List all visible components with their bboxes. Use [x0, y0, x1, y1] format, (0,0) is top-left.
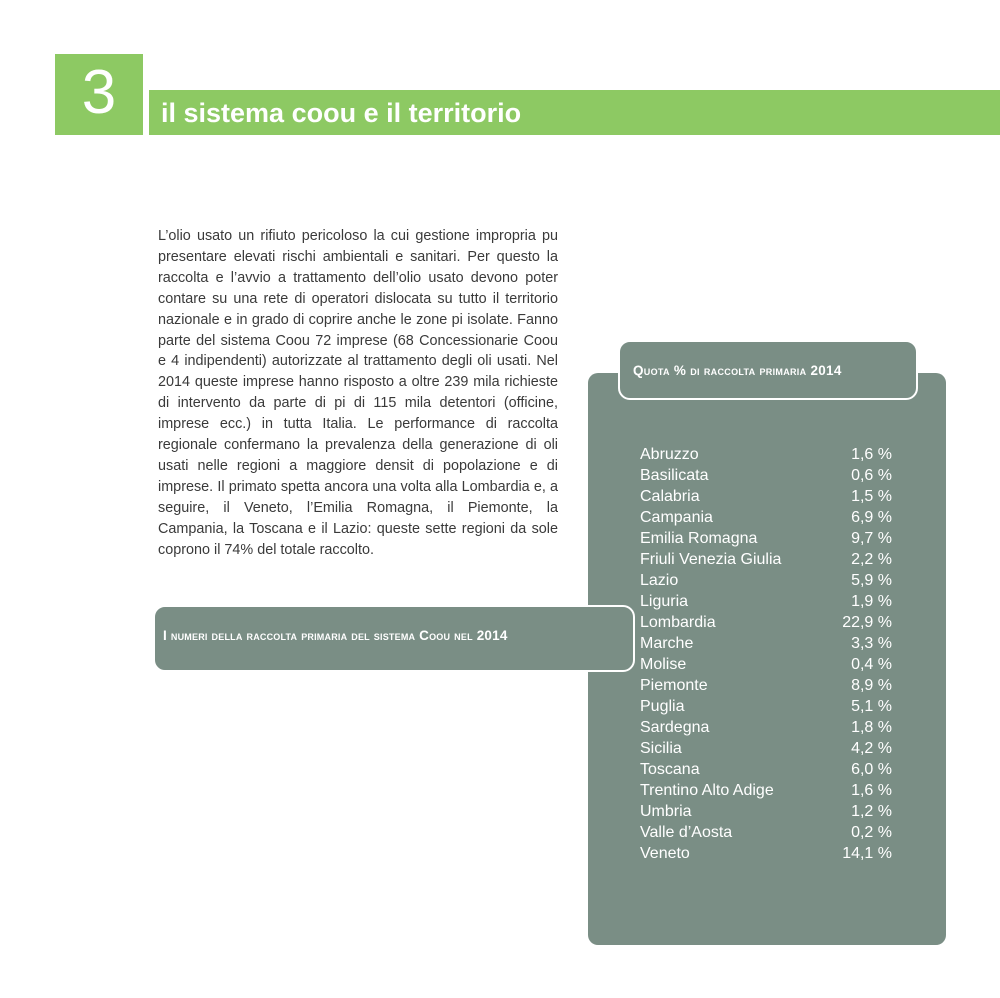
chapter-number: 3: [81, 58, 117, 127]
region-share-value: 1,6 %: [851, 782, 892, 799]
table-row: [640, 759, 892, 780]
chapter-title-bar: [149, 90, 1000, 135]
region-name: Molise: [640, 656, 687, 673]
region-share-value: 0,6 %: [851, 467, 892, 484]
region-share-value: 9,7 %: [851, 530, 892, 547]
table-row: [640, 801, 892, 822]
table-row: [640, 591, 892, 612]
region-share-value: 2,2 %: [851, 551, 892, 568]
region-share-value: 6,0 %: [851, 761, 892, 778]
table-row: [640, 675, 892, 696]
table-row: [640, 507, 892, 528]
body-paragraph: L’olio usato un rifiuto pericoloso la cui gestione impropria pu presentare elevati rischi ambientali e sanitari. Per questo la raccolta e l’avvio a trattamento dell’olio usato devono poter contare su una rete di operatori dislocata su tutto il territorio nazionale e in grado di coprire anche le zone pi isolate. Fanno parte del sistema Coou 72 imprese (68 Concessionarie Coou e 4 indipendenti) autorizzate al trattamento degli oli usati. Nel 2014 queste imprese hanno risposto a oltre 239 mila richieste di intervento da parte di pi di 115 mila detentori (officine, imprese ecc.) in tutta Italia. Le performance di raccolta regionale confermano la prevalenza della generazione di oli usati nelle regioni a maggiore densit di popolazione e di imprese. Il primato spetta ancora una volta alla Lombardia e, a seguire, il Veneto, l’Emilia Romagna, il Piemonte, la Campania, la Toscana e il Lazio: queste sette regioni da sole coprono il 74% del totale raccolto.: [158, 228, 558, 558]
region-share-value: 6,9 %: [851, 509, 892, 526]
region-share-value: 0,4 %: [851, 656, 892, 673]
numbers-caption-box: [153, 605, 635, 672]
table-row: [640, 717, 892, 738]
region-share-value: 1,6 %: [851, 446, 892, 463]
numbers-caption: [163, 628, 508, 643]
region-name: Friuli Venezia Giulia: [640, 551, 782, 568]
region-name: Veneto: [640, 845, 690, 862]
regional-share-table: [640, 444, 892, 864]
numbers-caption-text: I numeri della raccolta primaria del sistema Coou nel 2014: [163, 628, 508, 643]
region-share-value: 5,9 %: [851, 572, 892, 589]
region-name: Emilia Romagna: [640, 530, 758, 547]
region-name: Sicilia: [640, 740, 682, 757]
regional-share-header: [618, 340, 918, 400]
chapter-title: il sistema coou e il territorio: [161, 98, 522, 128]
table-row: [640, 612, 892, 633]
region-share-value: 3,3 %: [851, 635, 892, 652]
chapter-number-box: [55, 54, 143, 135]
region-share-value: 14,1 %: [842, 845, 892, 862]
table-row: [640, 696, 892, 717]
region-share-value: 0,2 %: [851, 824, 892, 841]
region-share-value: 1,2 %: [851, 803, 892, 820]
region-share-value: 4,2 %: [851, 740, 892, 757]
region-share-value: 1,8 %: [851, 719, 892, 736]
regional-share-title: [633, 363, 842, 378]
regional-share-title-text: Quota % di raccolta primaria 2014: [633, 363, 842, 378]
table-row: [640, 486, 892, 507]
region-name: Puglia: [640, 698, 685, 715]
table-row: [640, 843, 892, 864]
table-row: [640, 549, 892, 570]
table-row: [640, 822, 892, 843]
region-name: Marche: [640, 635, 694, 652]
region-name: Valle d’Aosta: [640, 824, 733, 841]
region-share-value: 8,9 %: [851, 677, 892, 694]
region-name: Trentino Alto Adige: [640, 782, 774, 799]
region-share-value: 22,9 %: [842, 614, 892, 631]
region-name: Liguria: [640, 593, 689, 610]
region-name: Umbria: [640, 803, 692, 820]
table-row: [640, 654, 892, 675]
region-name: Basilicata: [640, 467, 709, 484]
region-name: Toscana: [640, 761, 700, 778]
region-name: Piemonte: [640, 677, 708, 694]
region-name: Abruzzo: [640, 446, 699, 463]
region-share-value: 5,1 %: [851, 698, 892, 715]
region-share-value: 1,9 %: [851, 593, 892, 610]
region-name: Campania: [640, 509, 713, 526]
region-name: Lombardia: [640, 614, 716, 631]
region-name: Calabria: [640, 488, 700, 505]
table-row: [640, 633, 892, 654]
region-name: Lazio: [640, 572, 679, 589]
region-name: Sardegna: [640, 719, 710, 736]
table-row: [640, 528, 892, 549]
table-row: [640, 738, 892, 759]
region-share-value: 1,5 %: [851, 488, 892, 505]
table-row: [640, 465, 892, 486]
table-row: [640, 444, 892, 465]
table-row: [640, 570, 892, 591]
table-row: [640, 780, 892, 801]
